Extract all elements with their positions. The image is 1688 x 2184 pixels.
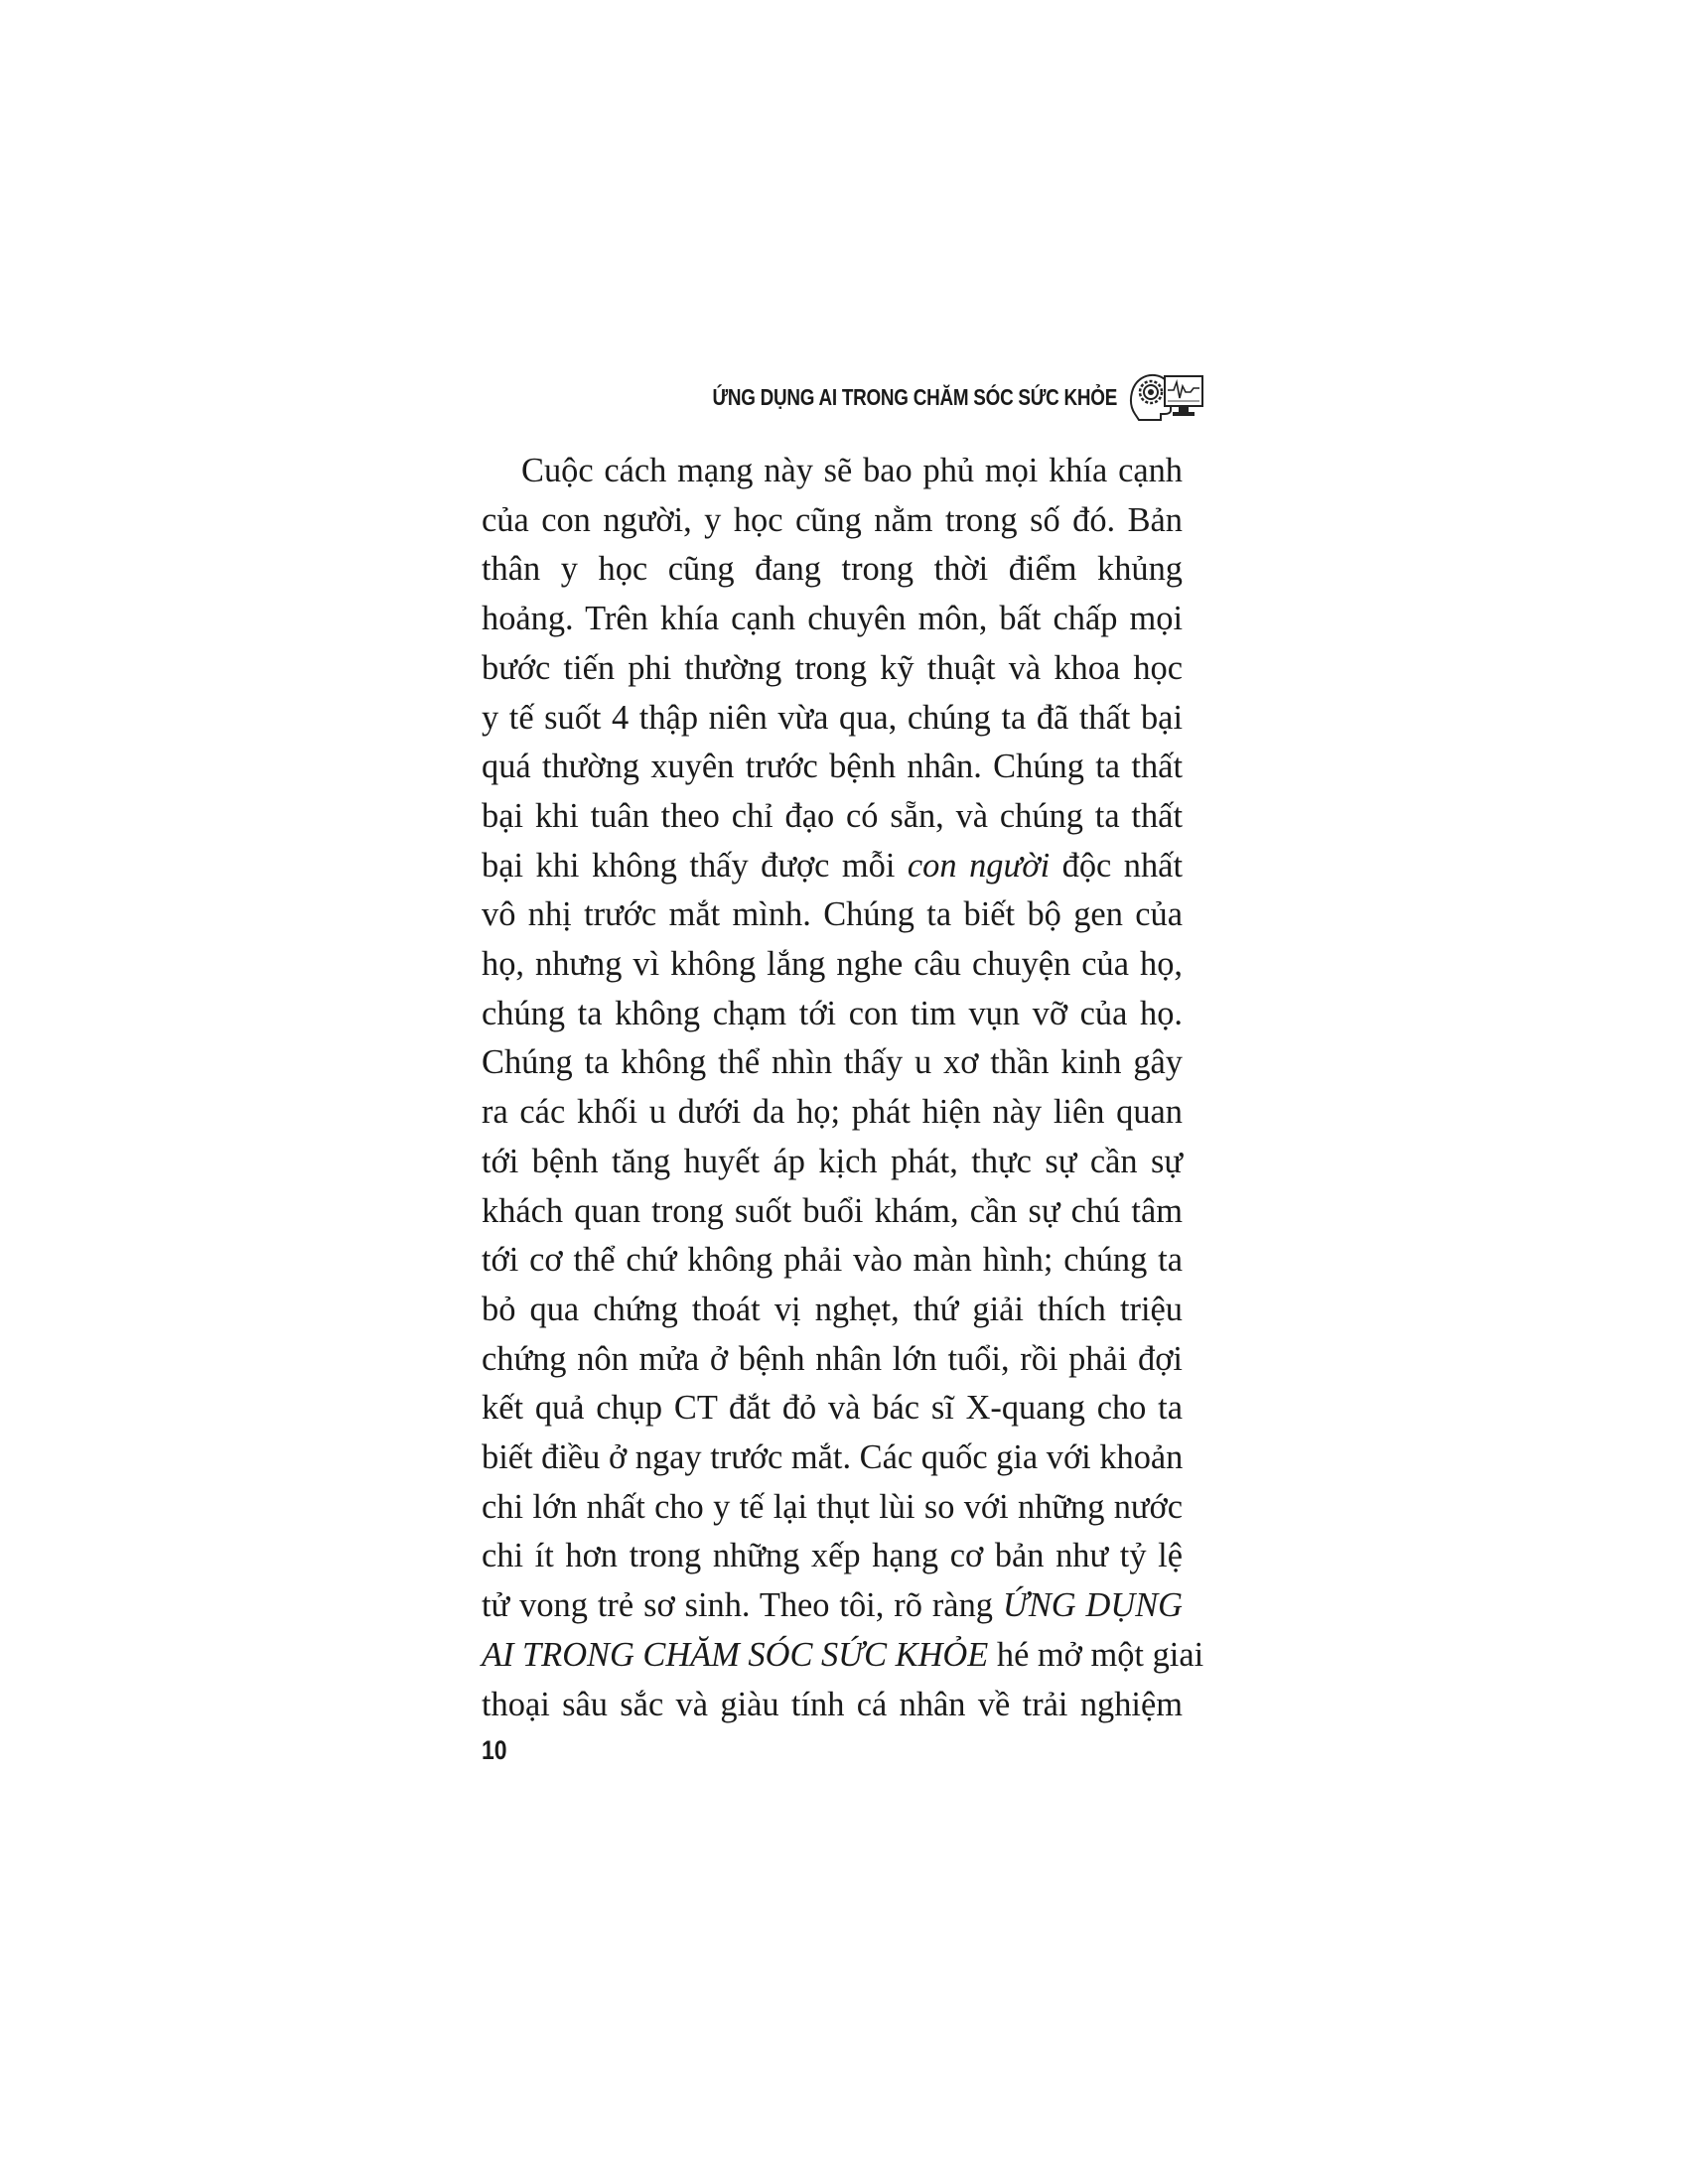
text-line: ra các khối u dưới da họ; phát hiện này liên quan xyxy=(482,1093,1183,1132)
page-number: 10 xyxy=(482,1735,507,1765)
body-paragraph xyxy=(482,447,1204,1729)
text-line: y tế suốt 4 thập niên vừa qua, chúng ta đã thất bại xyxy=(482,698,1183,737)
text-line-with-emphasis xyxy=(482,842,1183,891)
text-line: họ, nhưng vì không lắng nghe câu chuyện của họ, xyxy=(482,945,1183,984)
text-line: tới cơ thể chứ không phải vào màn hình; chúng ta xyxy=(482,1241,1183,1280)
text-line: khách quan trong suốt buổi khám, cần sự chú tâm xyxy=(482,1191,1183,1230)
text-line: chúng ta không chạm tới con tim vụn vỡ của họ. xyxy=(482,994,1183,1032)
text-line: chi ít hơn trong những xếp hạng cơ bản như tỷ lệ xyxy=(482,1537,1183,1575)
book-title-emphasis: ỨNG DỤNG xyxy=(1002,1586,1183,1625)
text-line: bỏ qua chứng thoát vị nghẹt, thứ giải thích triệu xyxy=(482,1290,1183,1328)
text-line: chi lớn nhất cho y tế lại thụt lùi so với những nước xyxy=(482,1487,1183,1526)
text-line: biết điều ở ngay trước mắt. Các quốc gia với khoản xyxy=(482,1438,1184,1477)
text-line: tới bệnh tăng huyết áp kịch phát, thực sự cần sự xyxy=(482,1142,1183,1180)
text-line: vô nhị trước mắt mình. Chúng ta biết bộ gen của xyxy=(482,895,1183,934)
text-line-with-emphasis xyxy=(482,1631,1204,1681)
text-line: bước tiến phi thường trong kỹ thuật và khoa học xyxy=(482,648,1183,687)
emphasis-text: con người xyxy=(907,846,1051,885)
text-line: Cuộc cách mạng này sẽ bao phủ mọi khía cạnh xyxy=(521,452,1183,489)
text-fragment: độc nhất xyxy=(1050,846,1183,885)
text-line: thân y học cũng đang trong thời điểm khủng xyxy=(482,550,1183,589)
text-line: thoại sâu sắc và giàu tính cá nhân về trải nghiệm xyxy=(482,1685,1183,1723)
text-line: chứng nôn mửa ở bệnh nhân lớn tuổi, rồi phải đợi xyxy=(482,1339,1183,1378)
text-line: quá thường xuyên trước bệnh nhân. Chúng ta thất xyxy=(482,748,1183,786)
text-line: Chúng ta không thể nhìn thấy u xơ thần kinh gây xyxy=(482,1043,1183,1082)
text-line-with-emphasis xyxy=(482,1581,1183,1631)
running-header xyxy=(482,367,1206,427)
head-gear-monitor-icon xyxy=(1127,370,1206,424)
text-line: bại khi tuân theo chỉ đạo có sẵn, và chúng ta thất xyxy=(482,796,1183,835)
text-line: hoảng. Trên khía cạnh chuyên môn, bất chấp mọi xyxy=(482,600,1183,638)
text-fragment: tử vong trẻ sơ sinh. Theo tôi, rõ ràng xyxy=(482,1586,1003,1625)
text-line: của con người, y học cũng nằm trong số đó. Bản xyxy=(482,500,1183,539)
book-title-emphasis: AI TRONG CHĂM SÓC SỨC KHỎE xyxy=(482,1635,989,1674)
text-line: kết quả chụp CT đắt đỏ và bác sĩ X-quang cho ta xyxy=(482,1389,1183,1428)
text-fragment: bại khi không thấy được mỗi xyxy=(482,846,908,885)
running-header-title: ỨNG DỤNG AI TRONG CHĂM SÓC SỨC KHỎE xyxy=(712,383,1117,410)
text-fragment: hé mở một giai xyxy=(988,1635,1204,1674)
